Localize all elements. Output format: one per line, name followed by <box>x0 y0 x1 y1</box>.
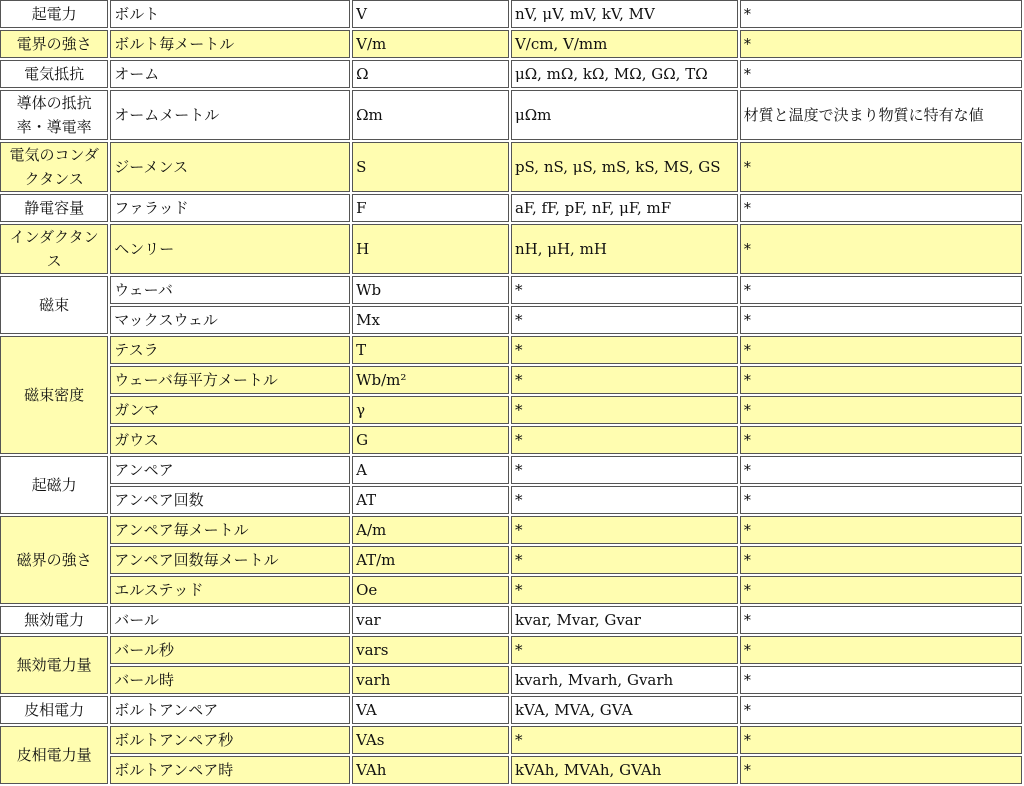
unit-name-cell: オームメートル <box>110 90 350 140</box>
quantity-cell: 磁界の強さ <box>0 516 108 604</box>
unit-name-cell: バール秒 <box>110 636 350 664</box>
prefixed-units-cell: * <box>511 426 738 454</box>
unit-name-cell: アンペア毎メートル <box>110 516 350 544</box>
unit-symbol-cell: var <box>352 606 509 634</box>
note-cell: * <box>740 486 1022 514</box>
unit-name-cell: ヘンリー <box>110 224 350 274</box>
unit-symbol-cell: Ω <box>352 60 509 88</box>
prefixed-units-cell: * <box>511 576 738 604</box>
unit-name-cell: ガウス <box>110 426 350 454</box>
unit-name-cell: アンペア回数 <box>110 486 350 514</box>
unit-symbol-cell: Mx <box>352 306 509 334</box>
prefixed-units-cell: nH, μH, mH <box>511 224 738 274</box>
table-row <box>0 696 1022 724</box>
prefixed-units-cell: kvarh, Mvarh, Gvarh <box>511 666 738 694</box>
unit-symbol-cell: γ <box>352 396 509 424</box>
prefixed-units-cell: μΩ, mΩ, kΩ, MΩ, GΩ, TΩ <box>511 60 738 88</box>
unit-name-cell: ウェーバ <box>110 276 350 304</box>
prefixed-units-cell: kvar, Mvar, Gvar <box>511 606 738 634</box>
unit-name-cell: エルステッド <box>110 576 350 604</box>
prefixed-units-cell: * <box>511 486 738 514</box>
note-cell: * <box>740 306 1022 334</box>
unit-name-cell: ガンマ <box>110 396 350 424</box>
table-row <box>0 60 1022 88</box>
note-cell: * <box>740 336 1022 364</box>
table-row <box>0 30 1022 58</box>
unit-symbol-cell: H <box>352 224 509 274</box>
quantity-cell: 無効電力量 <box>0 636 108 694</box>
prefixed-units-cell: kVA, MVA, GVA <box>511 696 738 724</box>
note-cell: * <box>740 546 1022 574</box>
note-cell: * <box>740 396 1022 424</box>
unit-symbol-cell: VAh <box>352 756 509 784</box>
prefixed-units-cell: * <box>511 396 738 424</box>
table-row <box>0 276 1022 304</box>
note-cell: * <box>740 276 1022 304</box>
prefixed-units-cell: * <box>511 726 738 754</box>
unit-symbol-cell: vars <box>352 636 509 664</box>
quantity-cell: 導体の抵抗率・導電率 <box>0 90 108 140</box>
prefixed-units-cell: μΩm <box>511 90 738 140</box>
unit-symbol-cell: VAs <box>352 726 509 754</box>
table-row <box>0 194 1022 222</box>
quantity-cell: 磁束密度 <box>0 336 108 454</box>
prefixed-units-cell: aF, fF, pF, nF, μF, mF <box>511 194 738 222</box>
unit-symbol-cell: AT <box>352 486 509 514</box>
unit-symbol-cell: Wb/m² <box>352 366 509 394</box>
unit-name-cell: バール <box>110 606 350 634</box>
unit-symbol-cell: A <box>352 456 509 484</box>
unit-symbol-cell: S <box>352 142 509 192</box>
quantity-cell: 皮相電力 <box>0 696 108 724</box>
quantity-cell: 電界の強さ <box>0 30 108 58</box>
note-cell: * <box>740 142 1022 192</box>
prefixed-units-cell: pS, nS, μS, mS, kS, MS, GS <box>511 142 738 192</box>
unit-symbol-cell: V <box>352 0 509 28</box>
prefixed-units-cell: kVAh, MVAh, GVAh <box>511 756 738 784</box>
quantity-cell: インダクタンス <box>0 224 108 274</box>
note-cell: * <box>740 456 1022 484</box>
note-cell: * <box>740 60 1022 88</box>
unit-name-cell: ボルトアンペア <box>110 696 350 724</box>
quantity-cell: 電気のコンダクタンス <box>0 142 108 192</box>
quantity-cell: 静電容量 <box>0 194 108 222</box>
table-row <box>0 456 1022 484</box>
unit-name-cell: ジーメンス <box>110 142 350 192</box>
table-row <box>0 142 1022 192</box>
table-row <box>0 306 1022 334</box>
note-cell: * <box>740 516 1022 544</box>
note-cell: * <box>740 194 1022 222</box>
table-row <box>0 426 1022 454</box>
quantity-cell: 磁束 <box>0 276 108 334</box>
note-cell: * <box>740 696 1022 724</box>
note-cell: 材質と温度で決まり物質に特有な値 <box>740 90 1022 140</box>
note-cell: * <box>740 30 1022 58</box>
note-cell: * <box>740 224 1022 274</box>
unit-symbol-cell: T <box>352 336 509 364</box>
prefixed-units-cell: * <box>511 516 738 544</box>
quantity-cell: 電気抵抗 <box>0 60 108 88</box>
unit-name-cell: テスラ <box>110 336 350 364</box>
note-cell: * <box>740 666 1022 694</box>
prefixed-units-cell: * <box>511 546 738 574</box>
unit-name-cell: オーム <box>110 60 350 88</box>
unit-name-cell: マックスウェル <box>110 306 350 334</box>
unit-symbol-cell: AT/m <box>352 546 509 574</box>
note-cell: * <box>740 0 1022 28</box>
unit-name-cell: ファラッド <box>110 194 350 222</box>
quantity-cell: 起電力 <box>0 0 108 28</box>
unit-name-cell: アンペア回数毎メートル <box>110 546 350 574</box>
prefixed-units-cell: * <box>511 336 738 364</box>
unit-name-cell: ボルト <box>110 0 350 28</box>
table-row <box>0 516 1022 544</box>
note-cell: * <box>740 576 1022 604</box>
unit-symbol-cell: Wb <box>352 276 509 304</box>
table-row <box>0 224 1022 274</box>
unit-name-cell: アンペア <box>110 456 350 484</box>
quantity-cell: 無効電力 <box>0 606 108 634</box>
unit-symbol-cell: Oe <box>352 576 509 604</box>
unit-symbol-cell: V/m <box>352 30 509 58</box>
prefixed-units-cell: * <box>511 276 738 304</box>
table-row <box>0 636 1022 664</box>
unit-name-cell: ウェーバ毎平方メートル <box>110 366 350 394</box>
unit-name-cell: ボルトアンペア秒 <box>110 726 350 754</box>
table-row <box>0 606 1022 634</box>
table-row <box>0 336 1022 364</box>
table-row <box>0 396 1022 424</box>
table-row <box>0 576 1022 604</box>
note-cell: * <box>740 366 1022 394</box>
table-row <box>0 366 1022 394</box>
quantity-cell: 起磁力 <box>0 456 108 514</box>
table-row <box>0 486 1022 514</box>
note-cell: * <box>740 636 1022 664</box>
unit-symbol-cell: A/m <box>352 516 509 544</box>
table-row <box>0 90 1022 140</box>
unit-symbol-cell: G <box>352 426 509 454</box>
prefixed-units-cell: * <box>511 306 738 334</box>
unit-symbol-cell: F <box>352 194 509 222</box>
prefixed-units-cell: * <box>511 456 738 484</box>
note-cell: * <box>740 606 1022 634</box>
note-cell: * <box>740 426 1022 454</box>
unit-symbol-cell: VA <box>352 696 509 724</box>
table-row <box>0 666 1022 694</box>
table-row <box>0 0 1022 28</box>
prefixed-units-cell: * <box>511 636 738 664</box>
unit-name-cell: ボルトアンペア時 <box>110 756 350 784</box>
unit-symbol-cell: varh <box>352 666 509 694</box>
note-cell: * <box>740 726 1022 754</box>
note-cell: * <box>740 756 1022 784</box>
prefixed-units-cell: nV, μV, mV, kV, MV <box>511 0 738 28</box>
table-row <box>0 756 1022 784</box>
unit-symbol-cell: Ωm <box>352 90 509 140</box>
unit-name-cell: バール時 <box>110 666 350 694</box>
unit-name-cell: ボルト毎メートル <box>110 30 350 58</box>
prefixed-units-cell: V/cm, V/mm <box>511 30 738 58</box>
table-row <box>0 546 1022 574</box>
prefixed-units-cell: * <box>511 366 738 394</box>
table-row <box>0 726 1022 754</box>
quantity-cell: 皮相電力量 <box>0 726 108 784</box>
